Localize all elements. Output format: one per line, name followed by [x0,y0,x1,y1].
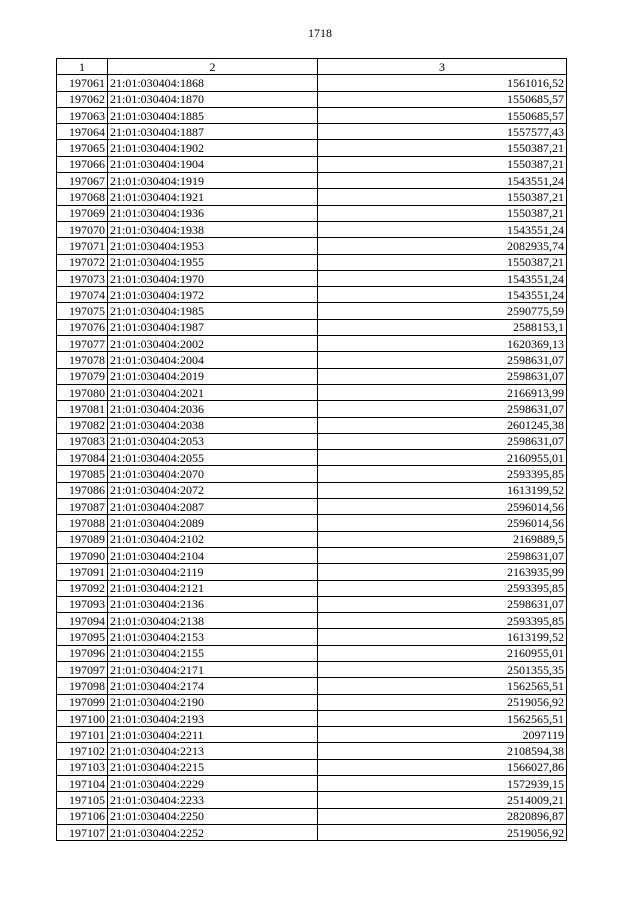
cadastral-number-cell: 21:01:030404:1904 [108,156,318,172]
cadastral-number-cell: 21:01:030404:1936 [108,205,318,221]
row-number-cell: 197100 [57,710,108,726]
value-cell: 2501355,35 [318,661,567,677]
row-number-cell: 197081 [57,401,108,417]
cadastral-number-cell: 21:01:030404:2019 [108,368,318,384]
value-cell: 2097119 [318,727,567,743]
cadastral-number-cell: 21:01:030404:2211 [108,727,318,743]
table-row [57,596,567,612]
table-row [57,450,567,466]
row-number-cell: 197062 [57,91,108,107]
value-cell: 2598631,07 [318,433,567,449]
row-number-cell: 197085 [57,466,108,482]
cadastral-number-cell: 21:01:030404:1972 [108,287,318,303]
table-row [57,727,567,743]
row-number-cell: 197077 [57,336,108,352]
value-cell: 1550387,21 [318,205,567,221]
table-row [57,336,567,352]
cadastral-number-cell: 21:01:030404:1953 [108,238,318,254]
row-number-cell: 197070 [57,221,108,237]
row-number-cell: 197095 [57,629,108,645]
value-cell: 2082935,74 [318,238,567,254]
cadastral-number-cell: 21:01:030404:1919 [108,173,318,189]
table-row [57,547,567,563]
value-cell: 1613199,52 [318,482,567,498]
cadastral-number-cell: 21:01:030404:2190 [108,694,318,710]
table-row [57,743,567,759]
cadastral-number-cell: 21:01:030404:2038 [108,417,318,433]
table-row [57,531,567,547]
value-cell: 1550387,21 [318,189,567,205]
table-row [57,466,567,482]
value-cell: 2598631,07 [318,596,567,612]
table-row [57,482,567,498]
row-number-cell: 197105 [57,792,108,808]
cadastral-number-cell: 21:01:030404:1902 [108,140,318,156]
cadastral-value-table [56,58,567,841]
row-number-cell: 197063 [57,107,108,123]
row-number-cell: 197073 [57,270,108,286]
cadastral-number-cell: 21:01:030404:2153 [108,629,318,645]
value-cell: 1550685,57 [318,107,567,123]
table-row [57,254,567,270]
value-cell: 2166913,99 [318,384,567,400]
row-number-cell: 197098 [57,678,108,694]
cadastral-number-cell: 21:01:030404:2055 [108,450,318,466]
row-number-cell: 197084 [57,450,108,466]
table-row [57,776,567,792]
cadastral-number-cell: 21:01:030404:2213 [108,743,318,759]
value-cell: 1550387,21 [318,156,567,172]
value-cell: 2519056,92 [318,824,567,840]
table-body [57,75,567,841]
row-number-cell: 197099 [57,694,108,710]
value-cell: 2163935,99 [318,564,567,580]
row-number-cell: 197068 [57,189,108,205]
cadastral-number-cell: 21:01:030404:2087 [108,499,318,515]
cadastral-number-cell: 21:01:030404:1987 [108,319,318,335]
cadastral-number-cell: 21:01:030404:2252 [108,824,318,840]
row-number-cell: 197106 [57,808,108,824]
cadastral-number-cell: 21:01:030404:1938 [108,221,318,237]
column-header-2: 2 [108,59,318,75]
cadastral-number-cell: 21:01:030404:1870 [108,91,318,107]
row-number-cell: 197076 [57,319,108,335]
cadastral-number-cell: 21:01:030404:2138 [108,613,318,629]
table-row [57,564,567,580]
value-cell: 1562565,51 [318,710,567,726]
table-row [57,287,567,303]
value-cell: 2598631,07 [318,352,567,368]
table-row [57,384,567,400]
value-cell: 1566027,86 [318,759,567,775]
table-row [57,678,567,694]
row-number-cell: 197074 [57,287,108,303]
row-number-cell: 197104 [57,776,108,792]
row-number-cell: 197101 [57,727,108,743]
table-row [57,221,567,237]
cadastral-number-cell: 21:01:030404:2053 [108,433,318,449]
page-number: 1718 [308,26,332,40]
row-number-cell: 197080 [57,384,108,400]
row-number-cell: 197092 [57,580,108,596]
row-number-cell: 197072 [57,254,108,270]
value-cell: 2601245,38 [318,417,567,433]
value-cell: 2514009,21 [318,792,567,808]
cadastral-number-cell: 21:01:030404:2233 [108,792,318,808]
cadastral-number-cell: 21:01:030404:1887 [108,124,318,140]
row-number-cell: 197090 [57,547,108,563]
cadastral-number-cell: 21:01:030404:1985 [108,303,318,319]
table-row [57,661,567,677]
table-row [57,580,567,596]
column-header-3: 3 [318,59,567,75]
value-cell: 2596014,56 [318,499,567,515]
row-number-cell: 197088 [57,515,108,531]
table-row [57,303,567,319]
row-number-cell: 197075 [57,303,108,319]
cadastral-number-cell: 21:01:030404:2174 [108,678,318,694]
value-cell: 2593395,85 [318,466,567,482]
table-row [57,613,567,629]
table-row [57,75,567,91]
value-cell: 1543551,24 [318,221,567,237]
table-row [57,352,567,368]
value-cell: 2169889,5 [318,531,567,547]
table-row [57,694,567,710]
value-cell: 1557577,43 [318,124,567,140]
value-cell: 1561016,52 [318,75,567,91]
cadastral-number-cell: 21:01:030404:2121 [108,580,318,596]
cadastral-number-cell: 21:01:030404:2072 [108,482,318,498]
cadastral-number-cell: 21:01:030404:1970 [108,270,318,286]
value-cell: 2108594,38 [318,743,567,759]
value-cell: 1543551,24 [318,173,567,189]
row-number-cell: 197093 [57,596,108,612]
table-row [57,368,567,384]
row-number-cell: 197097 [57,661,108,677]
table-row [57,792,567,808]
cadastral-number-cell: 21:01:030404:2070 [108,466,318,482]
row-number-cell: 197067 [57,173,108,189]
table-row [57,107,567,123]
table-row [57,433,567,449]
cadastral-number-cell: 21:01:030404:2089 [108,515,318,531]
row-number-cell: 197091 [57,564,108,580]
table-row [57,270,567,286]
table-row [57,759,567,775]
table-row [57,515,567,531]
row-number-cell: 197096 [57,645,108,661]
row-number-cell: 197069 [57,205,108,221]
value-cell: 2598631,07 [318,368,567,384]
cadastral-number-cell: 21:01:030404:2004 [108,352,318,368]
cadastral-number-cell: 21:01:030404:2250 [108,808,318,824]
value-cell: 2596014,56 [318,515,567,531]
cadastral-number-cell: 21:01:030404:2119 [108,564,318,580]
table-row [57,417,567,433]
table-row [57,173,567,189]
table-row [57,91,567,107]
cadastral-number-cell: 21:01:030404:2193 [108,710,318,726]
cadastral-number-cell: 21:01:030404:1868 [108,75,318,91]
value-cell: 1543551,24 [318,287,567,303]
cadastral-number-cell: 21:01:030404:2021 [108,384,318,400]
value-cell: 2593395,85 [318,580,567,596]
table-row [57,710,567,726]
table-row [57,205,567,221]
cadastral-number-cell: 21:01:030404:2229 [108,776,318,792]
cadastral-number-cell: 21:01:030404:1921 [108,189,318,205]
cadastral-number-cell: 21:01:030404:1885 [108,107,318,123]
value-cell: 2820896,87 [318,808,567,824]
value-cell: 2160955,01 [318,645,567,661]
value-cell: 2588153,1 [318,319,567,335]
table-row [57,124,567,140]
table-row [57,319,567,335]
row-number-cell: 197094 [57,613,108,629]
table-row [57,629,567,645]
row-number-cell: 197065 [57,140,108,156]
row-number-cell: 197103 [57,759,108,775]
cadastral-number-cell: 21:01:030404:2036 [108,401,318,417]
cadastral-number-cell: 21:01:030404:2104 [108,547,318,563]
row-number-cell: 197107 [57,824,108,840]
row-number-cell: 197083 [57,433,108,449]
table-row [57,401,567,417]
value-cell: 2160955,01 [318,450,567,466]
row-number-cell: 197082 [57,417,108,433]
value-cell: 1550387,21 [318,140,567,156]
value-cell: 2598631,07 [318,401,567,417]
value-cell: 1550387,21 [318,254,567,270]
cadastral-number-cell: 21:01:030404:2155 [108,645,318,661]
row-number-cell: 197078 [57,352,108,368]
value-cell: 1562565,51 [318,678,567,694]
value-cell: 1550685,57 [318,91,567,107]
table-row [57,140,567,156]
value-cell: 2593395,85 [318,613,567,629]
table-header-row [57,59,567,75]
row-number-cell: 197089 [57,531,108,547]
table-row [57,189,567,205]
cadastral-number-cell: 21:01:030404:2002 [108,336,318,352]
value-cell: 2590775,59 [318,303,567,319]
cadastral-number-cell: 21:01:030404:1955 [108,254,318,270]
row-number-cell: 197087 [57,499,108,515]
table-row [57,645,567,661]
table-row [57,499,567,515]
value-cell: 1572939,15 [318,776,567,792]
column-header-1: 1 [57,59,108,75]
row-number-cell: 197064 [57,124,108,140]
value-cell: 2519056,92 [318,694,567,710]
cadastral-number-cell: 21:01:030404:2215 [108,759,318,775]
value-cell: 1613199,52 [318,629,567,645]
value-cell: 2598631,07 [318,547,567,563]
value-cell: 1620369,13 [318,336,567,352]
cadastral-number-cell: 21:01:030404:2136 [108,596,318,612]
table-row [57,156,567,172]
table-row [57,824,567,840]
row-number-cell: 197102 [57,743,108,759]
value-cell: 1543551,24 [318,270,567,286]
row-number-cell: 197071 [57,238,108,254]
row-number-cell: 197066 [57,156,108,172]
row-number-cell: 197079 [57,368,108,384]
table-row [57,238,567,254]
cadastral-number-cell: 21:01:030404:2171 [108,661,318,677]
table-row [57,808,567,824]
row-number-cell: 197086 [57,482,108,498]
row-number-cell: 197061 [57,75,108,91]
cadastral-number-cell: 21:01:030404:2102 [108,531,318,547]
